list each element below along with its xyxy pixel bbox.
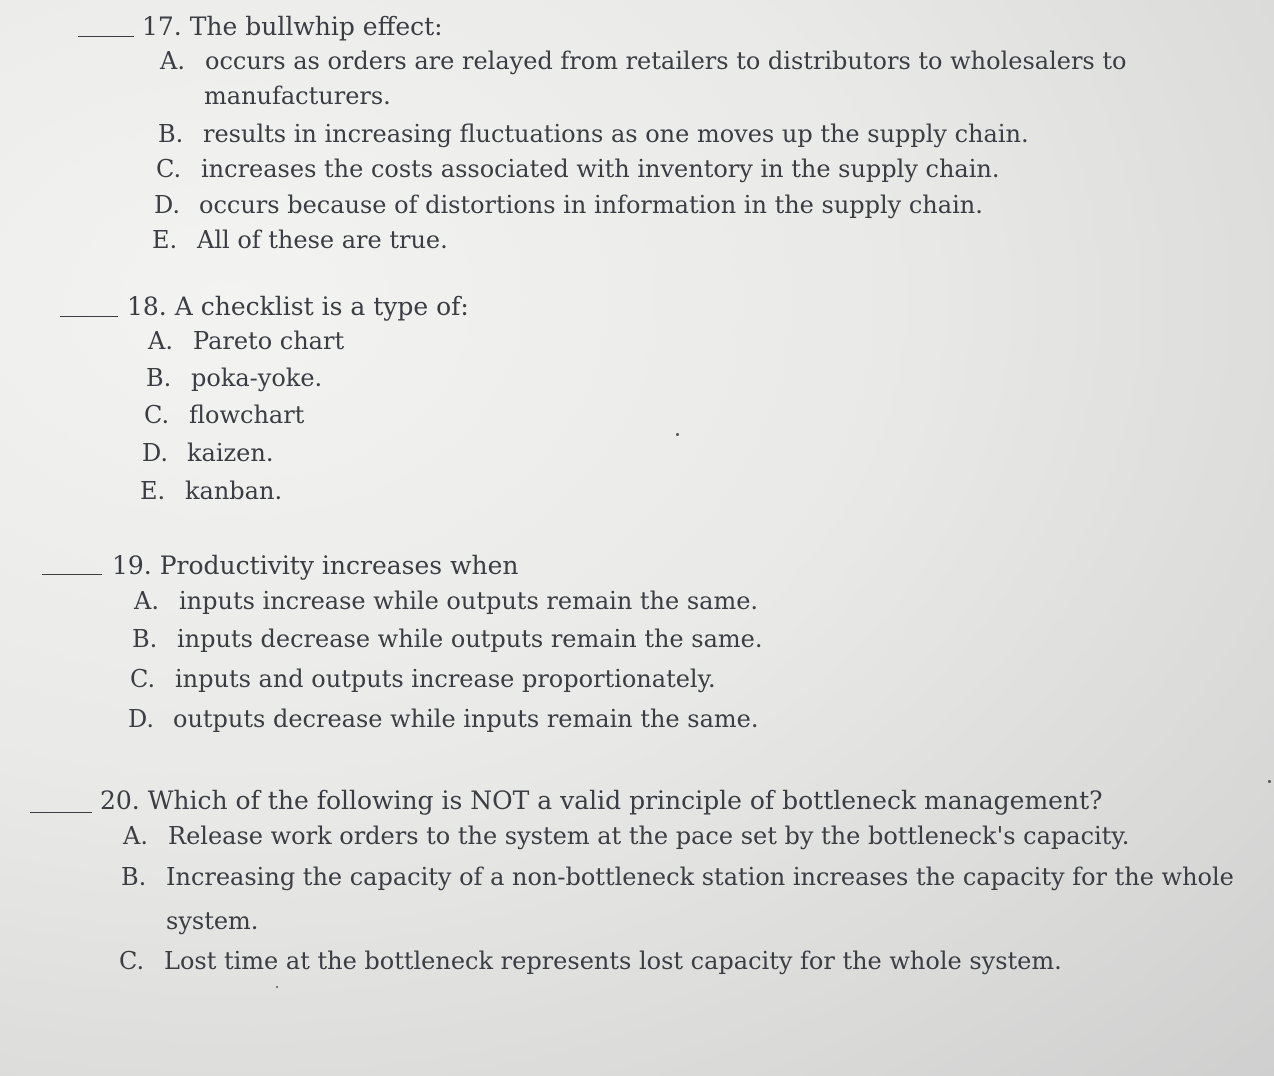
question-number: 18. [127,292,167,321]
question-number: 19. [112,551,152,580]
option-text: flowchart [189,401,305,429]
option-letter: C. [144,401,170,429]
option-letter: D. [154,191,181,219]
option-b [121,862,1234,892]
option-c [119,946,1062,976]
option-letter: C. [119,947,145,975]
option-text: Pareto chart [193,327,345,355]
option-text: Lost time at the bottleneck represents lost capacity for the whole system. [164,947,1062,975]
option-letter: A. [148,327,173,355]
option-c [144,400,304,430]
option-c [130,664,716,694]
option-e [140,476,282,506]
option-a-continuation: manufacturers. [204,82,391,110]
option-text: occurs because of distortions in information in the supply chain. [199,191,983,219]
paper-speck [676,433,679,436]
option-text: results in increasing fluctuations as one moves up the supply chain. [203,120,1029,148]
option-letter: D. [128,705,155,733]
question-stem [112,551,518,581]
option-text: occurs as orders are relayed from retailers to distributors to wholesalers to [205,47,1127,75]
option-text: Increasing the capacity of a non-bottleneck station increases the capacity for the whole [166,863,1234,891]
paper-speck [276,986,278,988]
question-text: Productivity increases when [159,551,519,580]
option-text: inputs increase while outputs remain the same. [179,587,759,615]
option-text: increases the costs associated with inventory in the supply chain. [201,155,1000,183]
option-letter: D. [142,439,169,467]
option-text: outputs decrease while inputs remain the same. [173,705,759,733]
option-letter: A. [160,47,185,75]
option-d [154,190,983,220]
option-text: kanban. [185,477,283,505]
option-letter: C. [156,155,182,183]
option-d [128,704,758,734]
question-text: Which of the following is NOT a valid principle of bottleneck management? [147,786,1103,815]
option-e [152,225,448,255]
question-text: A checklist is a type of: [174,292,469,321]
option-letter: E. [152,226,178,254]
option-text: All of these are true. [197,226,448,254]
question-stem [127,292,469,322]
question-stem [142,12,443,42]
question-number: 17. [142,12,182,41]
option-text: Release work orders to the system at the pace set by the bottleneck's capacity. [168,822,1130,850]
option-text: inputs and outputs increase proportionately. [175,665,716,693]
option-text: kaizen. [187,439,274,467]
option-b [146,363,322,393]
option-c [156,154,1000,184]
option-a [160,46,1126,76]
question-stem [100,786,1103,816]
option-text: poka-yoke. [191,364,323,392]
option-a [134,586,758,616]
option-letter: B. [146,364,172,392]
option-b [158,119,1029,149]
option-letter: A. [123,822,148,850]
option-letter: E. [140,477,166,505]
paper-speck [1268,780,1271,783]
option-b-continuation: system. [166,907,259,935]
option-letter: A. [134,587,159,615]
option-d [142,438,273,468]
option-a [123,821,1129,851]
option-letter: B. [158,120,184,148]
option-a [148,326,344,356]
option-letter: B. [121,863,147,891]
answer-blank-20[interactable] [30,812,92,813]
answer-blank-17[interactable] [78,36,134,37]
answer-blank-19[interactable] [42,574,102,575]
option-b [132,624,762,654]
question-number: 20. [100,786,140,815]
option-letter: C. [130,665,156,693]
option-letter: B. [132,625,158,653]
answer-blank-18[interactable] [60,316,118,317]
option-text: inputs decrease while outputs remain the same. [177,625,763,653]
question-text: The bullwhip effect: [189,12,443,41]
